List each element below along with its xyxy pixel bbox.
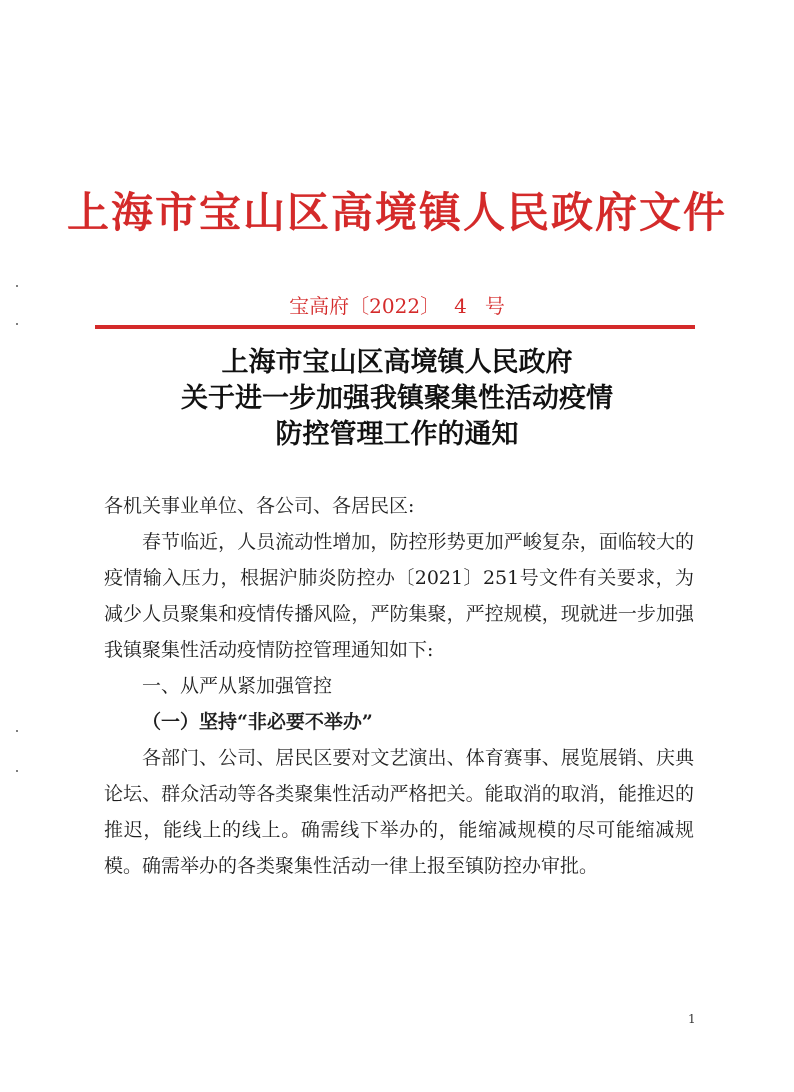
notice-body xyxy=(104,488,694,884)
scan-artifact-dot xyxy=(16,285,18,287)
title-line-2: 关于进一步加强我镇聚集性活动疫情 xyxy=(181,383,613,414)
subsection-heading-1: （一）坚持“非必要不举办” xyxy=(142,711,373,733)
scan-artifact-dot xyxy=(16,730,18,732)
section-heading-1: 一、从严从紧加强管控 xyxy=(142,675,333,697)
page-number: 1 xyxy=(688,1012,696,1026)
title-line-1: 上海市宝山区高境镇人民政府 xyxy=(221,347,573,378)
scan-artifact-dot xyxy=(16,323,18,325)
intro-paragraph: 春节临近，人员流动性增加，防控形势更加严峻复杂，面临较大的疫情输入压力，根据沪肺炎防控办〔2021〕251号文件有关要求，为减少人员聚集和疫情传播风险，严防集聚，严控规模，现就进一步加强我镇聚集性活动疫情防控管理通知如下: xyxy=(104,531,694,661)
red-separator-rule xyxy=(95,325,695,329)
document-number xyxy=(0,290,794,319)
issuer-title: 上海市宝山区高境镇人民政府文件 xyxy=(66,188,727,237)
doc-number-prefix: 宝高府〔2022〕 xyxy=(289,294,441,318)
doc-number-suffix: 号 xyxy=(484,294,505,318)
title-line-3: 防控管理工作的通知 xyxy=(275,419,519,450)
scan-artifact-dot xyxy=(16,770,18,772)
notice-title xyxy=(0,345,794,453)
addressee: 各机关事业单位、各公司、各居民区: xyxy=(104,495,415,517)
doc-number-value: 4 xyxy=(454,294,467,318)
subsection-paragraph-1: 各部门、公司、居民区要对文艺演出、体育赛事、展览展销、庆典论坛、群众活动等各类聚集性活动严格把关。能取消的取消，能推迟的推迟，能线上的线上。确需线下举办的，能缩减规模的尽可能缩减规模。确需举办的各类聚集性活动一律上报至镇防控办审批。 xyxy=(104,747,694,877)
